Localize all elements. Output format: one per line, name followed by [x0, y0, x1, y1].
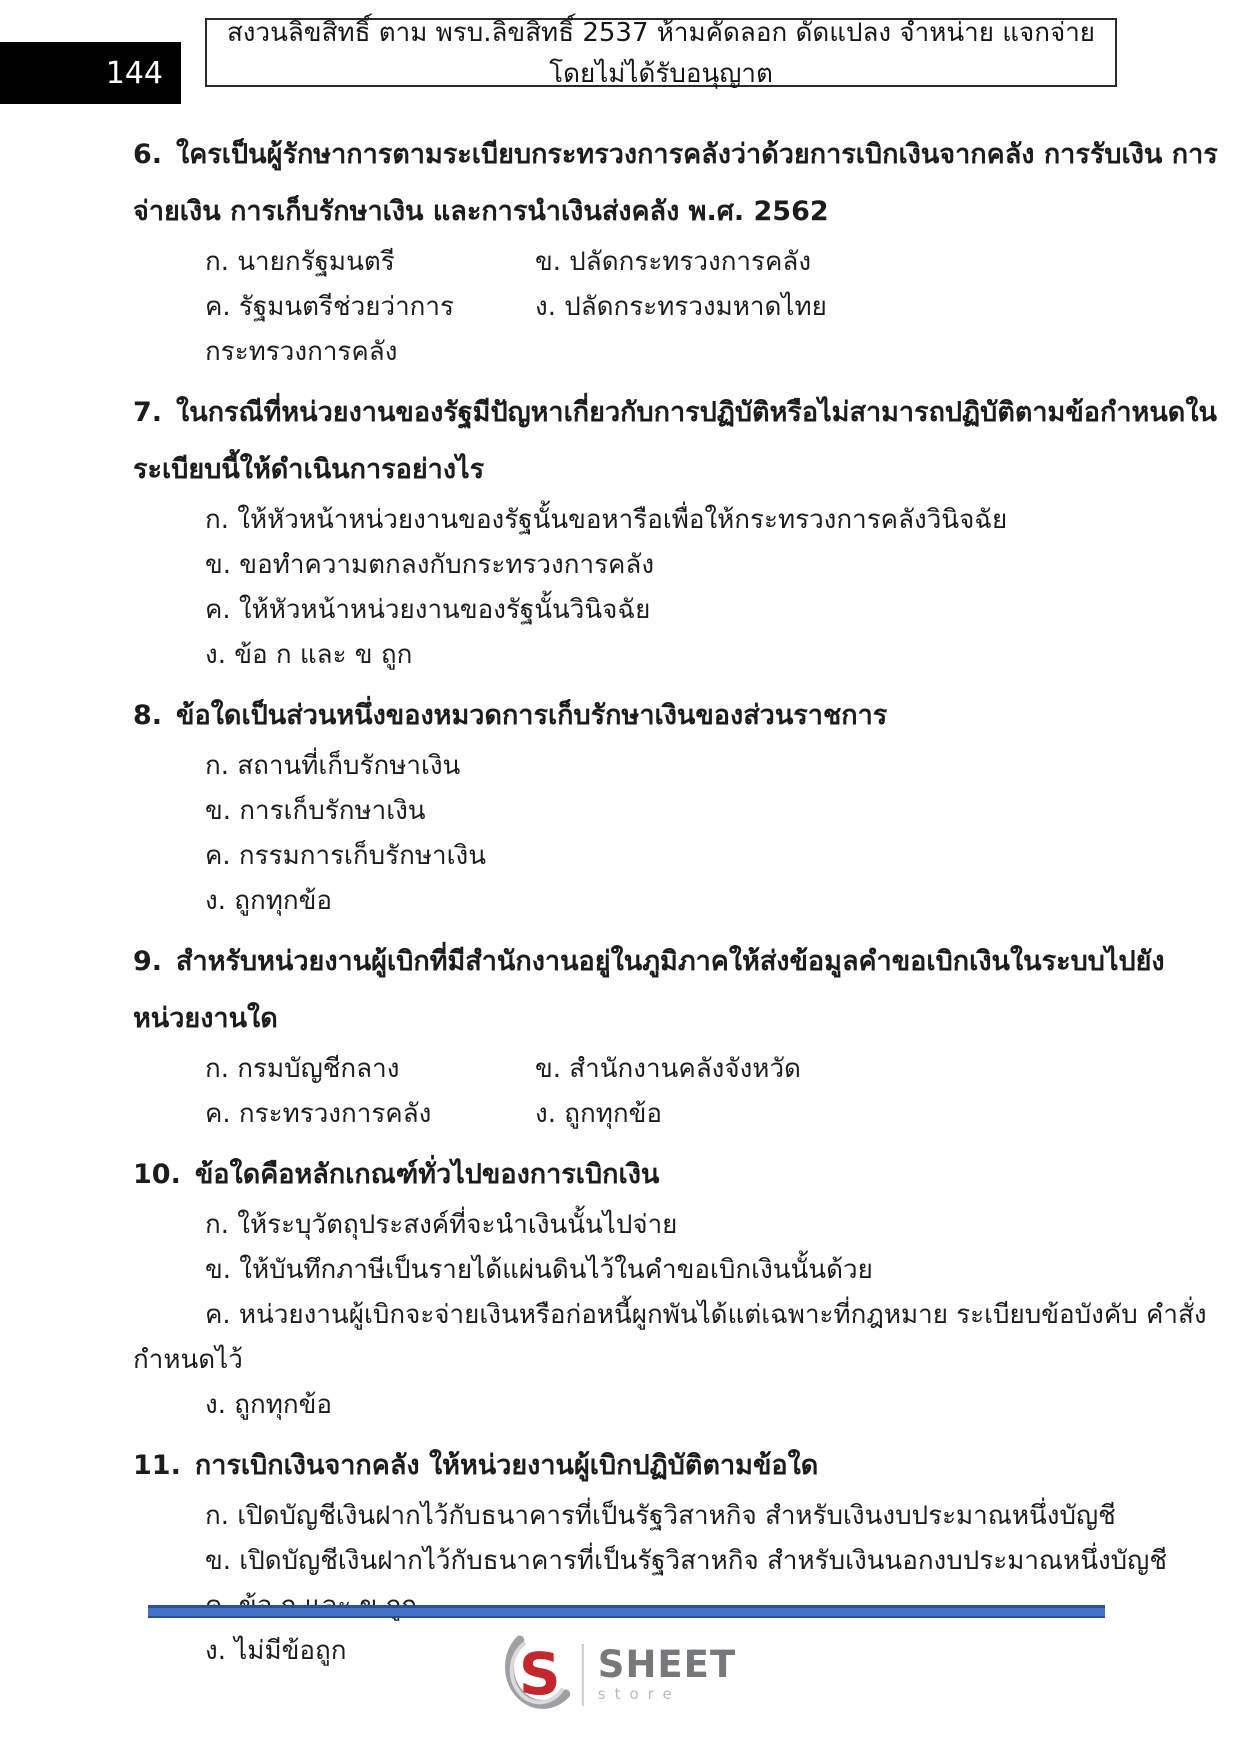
option-row: [133, 1047, 1108, 1092]
option-row: [133, 285, 1108, 375]
question-title: [133, 687, 1108, 744]
option: ก. เปิดบัญชีเงินฝากไว้กับธนาคารที่เป็นรัฐวิสาหกิจ สำหรับเงินงบประมาณหนึ่งบัญชี: [205, 1501, 1116, 1531]
question-6: [133, 126, 1218, 375]
question-9: [133, 933, 1165, 1137]
logo-text: [597, 1643, 737, 1704]
option: ค. รัฐมนตรีช่วยว่าการกระทรวงการคลัง: [205, 292, 454, 367]
option: ก. ให้หัวหน้าหน่วยงานของรัฐนั้นขอหารือเพื่อให้กระทรวงการคลังวินิจฉัย: [205, 505, 1008, 535]
question-title-continuation: จ่ายเงิน การเก็บรักษาเงิน และการนำเงินส่งคลัง พ.ศ. 2562: [133, 196, 829, 227]
copyright-text: สงวนลิขสิทธิ์ ตาม พรบ.ลิขสิทธิ์ 2537 ห้ามคัดลอก ดัดแปลง จำหน่าย แจกจ่าย โดยไม่ได้รับอนุญาต: [226, 17, 1096, 89]
questions: [133, 126, 1218, 1674]
option: ก. สถานที่เก็บรักษาเงิน: [205, 751, 461, 781]
option: ข. การเก็บรักษาเงิน: [205, 796, 426, 826]
option: ค. ให้หัวหน้าหน่วยงานของรัฐนั้นวินิจฉัย: [205, 595, 651, 625]
option: ค. หน่วยงานผู้เบิกจะจ่ายเงินหรือก่อหนี้ผูกพันได้แต่เฉพาะที่กฎหมาย ระเบียบข้อบังคับ คำสั่ง: [205, 1300, 1207, 1330]
question-number: 10.: [133, 1159, 181, 1190]
option: ก. กรมบัญชีกลาง: [205, 1054, 400, 1084]
question-title-continuation: ระเบียบนี้ให้ดำเนินการอย่างไร: [133, 454, 485, 485]
question-title-text: ในกรณีที่หน่วยงานของรัฐมีปัญหาเกี่ยวกับการปฏิบัติหรือไม่สามารถปฏิบัติตามข้อกำหนดใน: [176, 397, 1217, 428]
logo-divider: [582, 1644, 584, 1706]
question-number: 7.: [133, 397, 163, 428]
sheet-store-logo: [504, 1632, 736, 1718]
copyright-notice-box: [205, 18, 1117, 87]
option: ก. ให้ระบุวัตถุประสงค์ที่จะนำเงินนั้นไปจ่าย: [205, 1210, 678, 1240]
option: ข. ให้บันทึกภาษีเป็นรายได้แผ่นดินไว้ในคำขอเบิกเงินนั้นด้วย: [205, 1255, 873, 1285]
option: ข. ขอทำความตกลงกับกระทรวงการคลัง: [205, 550, 655, 580]
question-number: 8.: [133, 700, 163, 731]
option: ค. กระทรวงการคลัง: [205, 1099, 432, 1129]
question-title-text: ใครเป็นผู้รักษาการตามระเบียบกระทรวงการคลังว่าด้วยการเบิกเงินจากคลัง การรับเงิน การ: [176, 139, 1218, 170]
question-title: [133, 1437, 1108, 1494]
question-8: [133, 687, 1108, 924]
option: ข. ปลัดกระทรวงการคลัง: [535, 247, 812, 277]
option: ข. สำนักงานคลังจังหวัด: [535, 1054, 801, 1084]
question-7: [133, 384, 1217, 678]
option: ง. ถูกทุกข้อ: [205, 886, 332, 916]
logo-letter: S: [518, 1640, 561, 1708]
question-number: 6.: [133, 139, 163, 170]
option: ง. ปลัดกระทรวงมหาดไทย: [535, 292, 827, 322]
question-10: [133, 1146, 1207, 1428]
option-continuation: กำหนดไว้: [133, 1345, 243, 1375]
page-number-box: [0, 42, 181, 104]
option: ง. ถูกทุกข้อ: [535, 1099, 662, 1129]
question-title-text: การเบิกเงินจากคลัง ให้หน่วยงานผู้เบิกปฏิบัติตามข้อใด: [194, 1450, 819, 1481]
question-title-text: สำหรับหน่วยงานผู้เบิกที่มีสำนักงานอยู่ในภูมิภาคให้ส่งข้อมูลคำขอเบิกเงินในระบบไปยัง: [176, 946, 1165, 977]
option: ก. นายกรัฐมนตรี: [205, 247, 395, 277]
option: ข. เปิดบัญชีเงินฝากไว้กับธนาคารที่เป็นรัฐวิสาหกิจ สำหรับเงินนอกงบประมาณหนึ่งบัญชี: [205, 1546, 1167, 1576]
option: ง. ข้อ ก และ ข ถูก: [205, 640, 413, 670]
question-title-text: ข้อใดคือหลักเกณฑ์ทั่วไปของการเบิกเงิน: [194, 1159, 660, 1190]
option: ง. ถูกทุกข้อ: [205, 1390, 332, 1420]
question-title: [133, 126, 1218, 183]
question-title-text: ข้อใดเป็นส่วนหนึ่งของหมวดการเก็บรักษาเงินของส่วนราชการ: [176, 700, 888, 731]
question-title: [133, 1146, 1108, 1203]
question-title: [133, 384, 1217, 441]
logo-name: SHEET: [597, 1643, 737, 1686]
question-number: 11.: [133, 1450, 181, 1481]
page-number: 144: [105, 55, 163, 91]
option: ค. กรรมการเก็บรักษาเงิน: [205, 841, 486, 871]
logo-subtitle: store: [597, 1685, 681, 1703]
question-number: 9.: [133, 946, 163, 977]
option: ง. ไม่มีข้อถูก: [205, 1636, 347, 1666]
logo-s-icon: [504, 1632, 576, 1718]
question-title: [133, 933, 1165, 990]
footer-divider-bar: [148, 1605, 1105, 1618]
option-row: [133, 1092, 1108, 1137]
question-title-continuation: หน่วยงานใด: [133, 1003, 278, 1034]
option-row: [133, 240, 1108, 285]
